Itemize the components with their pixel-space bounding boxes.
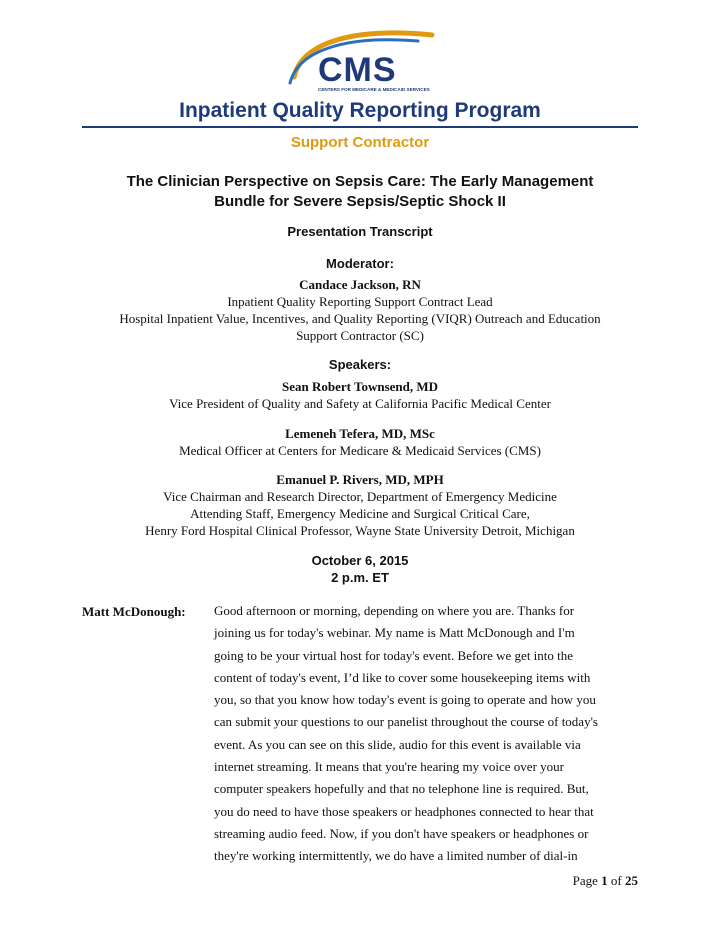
document-title-line: Bundle for Severe Sepsis/Septic Shock II [214,193,506,210]
transcript-line: internet streaming. It means that you're hearing my voice over your [214,759,564,775]
speaker-role-line: Henry Ford Hospital Clinical Professor, Wayne State University Detroit, Michigan [145,523,575,538]
speaker-role-line: Vice President of Quality and Safety at California Pacific Medical Center [169,396,551,411]
transcript-line: you, so that you know how today's event is going to operate and how you [214,692,596,708]
transcript-line: computer speakers hopefully and that no telephone line is required. But, [214,781,589,797]
logo-subtext: CENTERS FOR MEDICARE & MEDICAID SERVICES [318,87,430,92]
moderator-role-line: Support Contractor (SC) [296,328,424,343]
header-divider [82,126,638,128]
of-word: of [610,873,622,888]
speaker-role-line: Vice Chairman and Research Director, Department of Emergency Medicine [163,489,557,504]
moderator-label: Moderator: [326,256,394,271]
program-title: Inpatient Quality Reporting Program [179,99,541,122]
moderator-role-line: Hospital Inpatient Value, Incentives, and Quality Reporting (VIQR) Outreach and Education [119,311,601,326]
transcript-line: joining us for today's webinar. My name is Matt McDonough and I'm [214,625,575,641]
transcript-text [214,600,644,868]
transcript-line: event. As you can see on this slide, audio for this event is available via [214,736,581,752]
transcript-line: can submit your questions to our panelist throughout the course of today's [214,714,598,730]
speaker-name: Sean Robert Townsend, MD [281,379,439,394]
event-date: October 6, 2015 [311,553,409,568]
speaker-name: Emanuel P. Rivers, MD, MPH [276,472,444,487]
moderator-role-line: Inpatient Quality Reporting Support Contract Lead [227,294,493,309]
total-pages: 25 [625,873,638,888]
transcript-line: content of today's event, I’d like to cover some housekeeping items with [214,669,591,685]
support-contractor: Support Contractor [290,134,430,151]
page-word: Page [572,873,598,888]
transcript-speaker: Matt McDonough: [82,604,186,619]
transcript-label: Presentation Transcript [287,224,433,239]
speakers-label: Speakers: [328,357,392,372]
moderator-name: Candace Jackson, RN [299,277,421,292]
transcript-line: streaming audio feed. Now, if you don't have speakers or headphones or [214,825,589,841]
transcript-line: going to be your virtual host for today's event. Before we get into the [214,647,574,663]
page-number-footer [573,873,638,889]
cms-logo [282,25,442,97]
transcript-line: you do need to have those speakers or headphones connected to hear that [214,803,594,819]
page-number: 1 [601,873,608,888]
speaker-role-line: Medical Officer at Centers for Medicare & Medicaid Services (CMS) [179,443,541,458]
speaker-role-line: Attending Staff, Emergency Medicine and Surgical Critical Care, [190,506,530,521]
event-date-block [0,552,720,586]
event-time: 2 p.m. ET [331,570,389,585]
logo-text: CMS [318,51,397,89]
transcript-line: they're working intermittently, we do have a limited number of dial-in [214,848,578,864]
speaker-name: Lemeneh Tefera, MD, MSc [285,426,435,441]
document-title-line: The Clinician Perspective on Sepsis Care: The Early Management [126,173,594,190]
transcript-line: Good afternoon or morning, depending on where you are. Thanks for [214,603,575,618]
document-title [0,172,720,212]
